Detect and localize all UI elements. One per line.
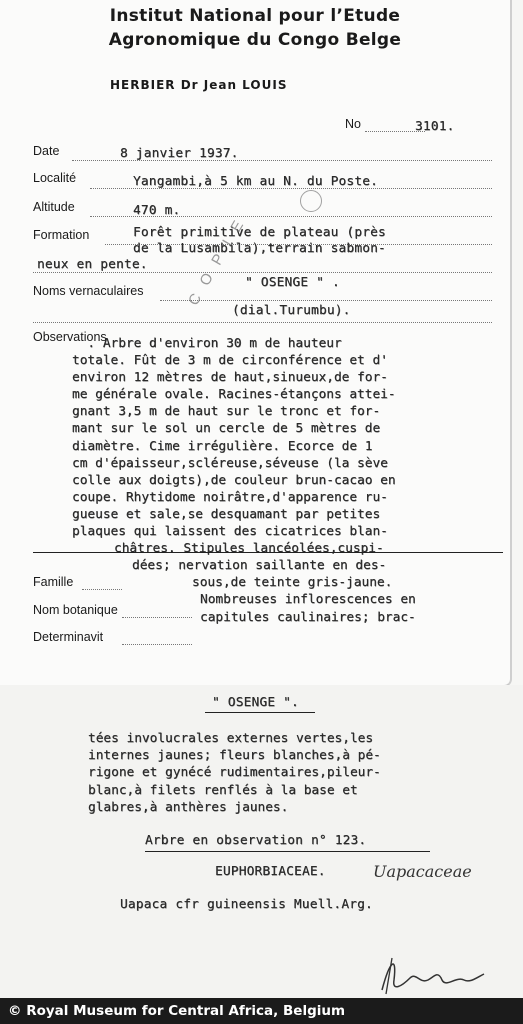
observations-label: Observations — [33, 330, 107, 344]
observation-line: Nombreuses inflorescences en — [200, 592, 416, 608]
observation-line: mant sur le sol un cercle de 5 mètres de — [72, 421, 381, 437]
institute-name-line1: Institut National pour l’Etude — [109, 6, 401, 26]
nom-botanique-label: Nom botanique — [33, 603, 118, 617]
number-label: No — [345, 117, 361, 131]
species-name: Uapaca cfr guineensis Muell.Arg. — [120, 897, 373, 912]
stamp-circle-mark — [300, 190, 322, 212]
formation-value-line2: de la Lusambila),terrain sabmon- — [133, 241, 386, 256]
determinavit-dotline — [122, 644, 192, 645]
observations-text — [72, 335, 512, 626]
section-divider-line — [33, 552, 503, 553]
observation-line: . Arbre d'environ 30 m de hauteur — [72, 336, 342, 351]
formation-value-line3: neux en pente. — [37, 257, 148, 272]
slip-text — [88, 730, 381, 816]
noms-dotline — [160, 300, 492, 301]
noms-dotline-2 — [33, 322, 492, 323]
observation-line: totale. Fût de 3 m de circonférence et d' — [72, 353, 388, 369]
observation-line: sous,de teinte gris-jaune. — [192, 575, 393, 591]
determinavit-label: Determinavit — [33, 630, 104, 644]
observation-line: environ 12 mètres de haut,sinueux,de for- — [72, 370, 388, 386]
observation-line: me générale ovale. Racines-étançons attei- — [72, 387, 396, 403]
observation-line: capitules caulinaires; brac- — [200, 609, 416, 625]
observation-line: dées; nervation saillante en des- — [132, 558, 387, 574]
observation-underline — [145, 851, 430, 852]
observation-line: diamètre. Cime irrégulière. Ecorce de 1 — [72, 438, 373, 454]
observation-line: châtres. Stipules lancéolées,cuspi- — [114, 541, 384, 557]
slip-title-underline — [205, 712, 315, 713]
family-typed: EUPHORBIACEAE. — [215, 864, 326, 879]
herbier-title: HERBIER Dr Jean LOUIS — [110, 78, 288, 92]
slip-line: internes jaunes; fleurs blanches,à pé- — [88, 748, 381, 764]
famille-dotline — [82, 589, 122, 590]
slip-line: blanc,à filets renflés à la base et — [88, 782, 358, 798]
observation-line: cm d'épaisseur,scléreuse,séveuse (la sève — [72, 455, 388, 471]
noms-value-line1: " OSENGE " . — [245, 275, 340, 290]
copyright-footer: © Royal Museum for Central Africa, Belgium — [0, 998, 523, 1024]
slip-line: glabres,à anthères jaunes. — [88, 799, 289, 815]
date-value: 8 janvier 1937. — [120, 146, 239, 161]
altitude-label: Altitude — [33, 200, 75, 214]
nom-botanique-dotline — [122, 617, 192, 618]
localite-label: Localité — [33, 171, 77, 185]
observation-line: coupe. Rhytidome noirâtre,d'apparence ru- — [72, 489, 388, 505]
date-label: Date — [33, 144, 60, 158]
formation-value-line1: Forêt primitive de plateau (près — [133, 225, 386, 240]
observation-line: plaques qui laissent des cicatrices blan- — [72, 524, 388, 540]
family-handwritten: Uapacaceae — [373, 862, 472, 881]
altitude-value: 470 m. — [133, 203, 181, 218]
institute-name-line2: Agronomique du Congo Belge — [108, 30, 402, 50]
handwritten-signature — [372, 950, 492, 996]
localite-value: Yangambi,à 5 km au N. du Poste. — [133, 174, 379, 189]
specimen-number: 3101. — [415, 119, 455, 134]
noms-vernaculaires-label: Noms vernaculaires — [33, 284, 144, 298]
formation-dotline-2 — [33, 272, 492, 273]
observation-line: gnant 3,5 m de haut sur le tronc et for- — [72, 404, 381, 420]
slip-line: rigone et gynécé rudimentaires,pileur- — [88, 765, 381, 781]
observation-line: colle aux doigts),de couleur brun-cacao en — [72, 472, 396, 488]
observation-line: gueuse et sale,se desquamant par petites — [72, 506, 381, 522]
observation-number: Arbre en observation n° 123. — [145, 833, 367, 848]
noms-value-line2: (dial.Turumbu). — [232, 303, 351, 318]
slip-line: tées involucrales externes vertes,les — [88, 731, 374, 746]
copie-stamp: COPIE — [185, 207, 254, 309]
famille-label: Famille — [33, 575, 74, 589]
formation-label: Formation — [33, 228, 90, 242]
slip-title: " OSENGE ". — [212, 695, 299, 710]
